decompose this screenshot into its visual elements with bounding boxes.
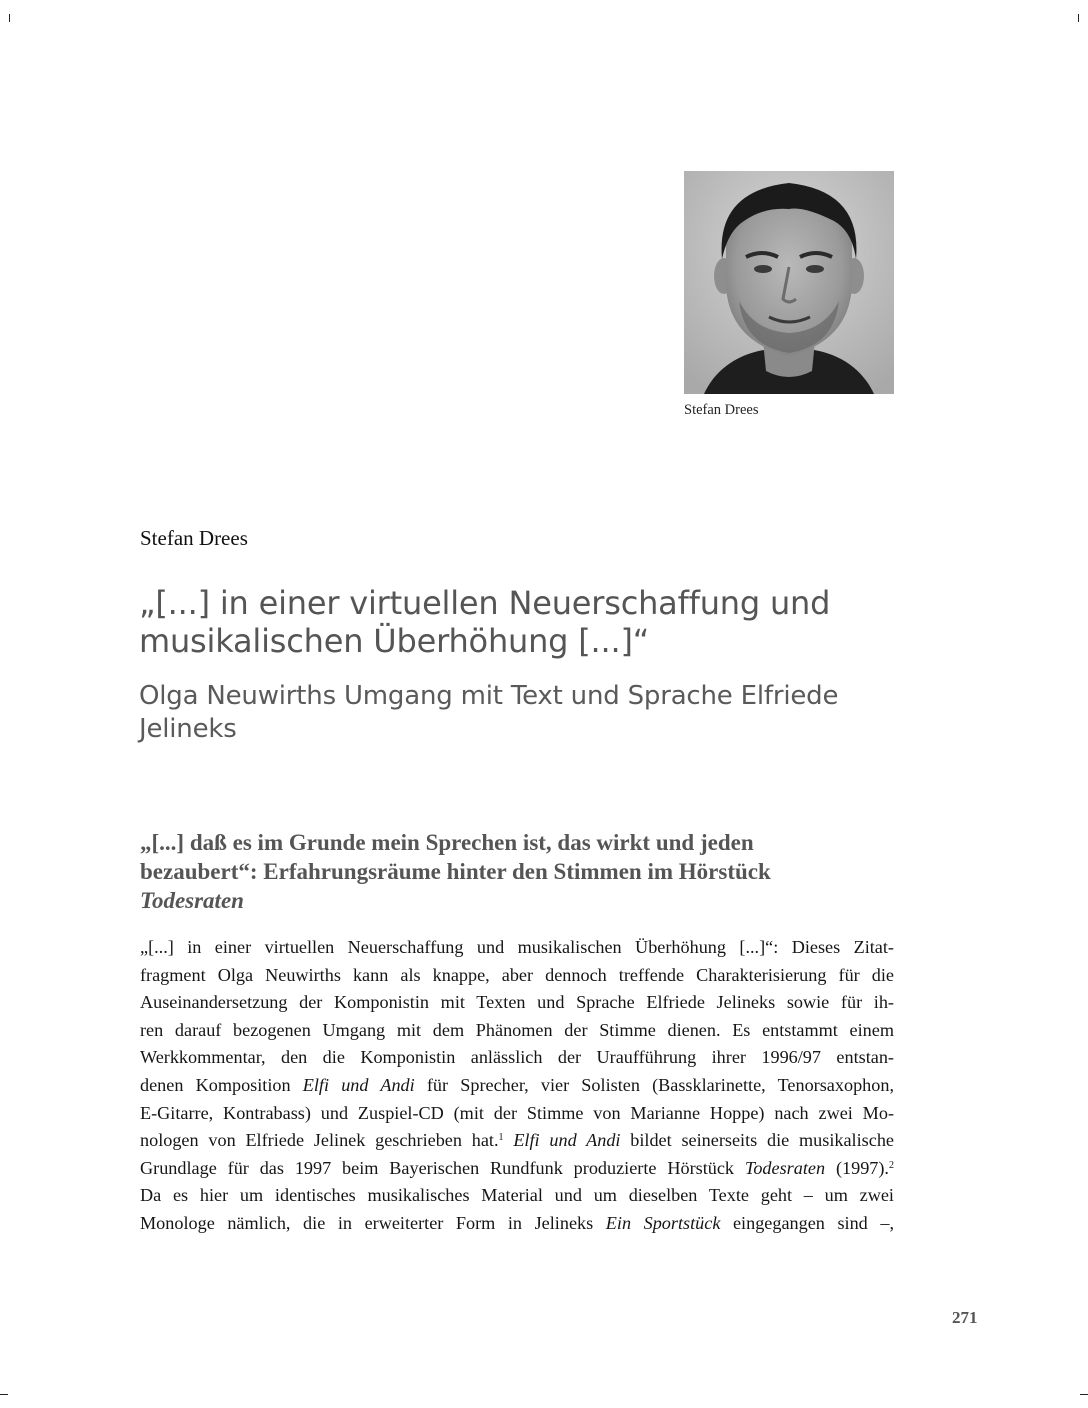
footnote-marker[interactable]: 2 bbox=[888, 1159, 894, 1171]
section-heading-line: bezaubert“: Erfahrungsräume hinter den Stimmen im Hörstück bbox=[140, 859, 771, 884]
body-line: Werkkommentar, den die Komponistin anlässlich der Uraufführung ihrer 1996/97 entstan- bbox=[140, 1047, 894, 1068]
body-line: fragment Olga Neuwirths kann als knappe, aber dennoch treffende Charakterisierung für die bbox=[140, 964, 894, 985]
page-number: 271 bbox=[952, 1308, 978, 1327]
body-line: „[...] in einer virtuellen Neuerschaffung und musikalischen Überhöhung [...]“: Dieses Zitat- bbox=[140, 937, 894, 957]
article-title-line: musikalischen Überhöhung [...]“ bbox=[139, 622, 650, 660]
article-subtitle bbox=[139, 680, 939, 746]
body-line: Grundlage für das 1997 beim Bayerischen Rundfunk produzierte Hörstück Todesraten (1997).$^2$ bbox=[140, 1157, 894, 1178]
body-line: Da es hier um identisches musikalisches Material und um dieselben Texte geht – um zwei bbox=[140, 1185, 894, 1206]
section-heading-line: „[...] daß es im Grunde mein Sprechen ist, das wirkt und jeden bbox=[140, 830, 754, 855]
article-title bbox=[139, 584, 939, 660]
crop-mark-bottom-left bbox=[0, 1394, 8, 1395]
article-title-line: „[...] in einer virtuellen Neuerschaffung und bbox=[139, 584, 831, 622]
article-author: Stefan Drees bbox=[140, 526, 248, 550]
body-line: nologen von Elfriede Jelinek geschrieben hat.$^1$ Elfi und Andi bildet seinerseits die musikalische bbox=[140, 1130, 894, 1151]
section-heading bbox=[140, 828, 900, 915]
author-portrait-photo bbox=[684, 171, 894, 394]
body-line: ren darauf bezogenen Umgang mit dem Phänomen der Stimme dienen. Es entstammt einem bbox=[140, 1019, 894, 1040]
portrait-caption: Stefan Drees bbox=[684, 402, 759, 418]
section-heading-work-title: Todesraten bbox=[140, 888, 244, 913]
body-line: denen Komposition Elfi und Andi für Sprecher, vier Solisten (Bassklarinette, Tenorsaxophon, bbox=[140, 1074, 894, 1095]
body-paragraph bbox=[140, 934, 894, 1238]
body-line: E-Gitarre, Kontrabass) und Zuspiel-CD (mit der Stimme von Marianne Hoppe) nach zwei Mo- bbox=[140, 1102, 894, 1123]
body-line: Auseinandersetzung der Komponistin mit Texten und Sprache Elfriede Jelineks sowie für ih- bbox=[140, 992, 894, 1013]
crop-mark-top-right bbox=[1078, 14, 1079, 22]
work-title-italic: Elfi und Andi bbox=[302, 1074, 415, 1095]
work-title-italic: Ein Sportstück bbox=[605, 1212, 721, 1233]
article-subtitle-line: Olga Neuwirths Umgang mit Text und Sprache Elfriede bbox=[139, 681, 839, 711]
work-title-italic: Elfi und Andi bbox=[503, 1130, 621, 1151]
crop-mark-bottom-right bbox=[1080, 1394, 1088, 1395]
work-title-italic: Todesraten bbox=[744, 1157, 826, 1178]
body-line: Monologe nämlich, die in erweiterter Form in Jelineks Ein Sportstück eingegangen sind –, bbox=[140, 1212, 894, 1233]
article-subtitle-line: Jelineks bbox=[139, 714, 237, 744]
footnote-marker[interactable]: 1 bbox=[498, 1132, 504, 1144]
crop-mark-top-left bbox=[9, 14, 10, 22]
